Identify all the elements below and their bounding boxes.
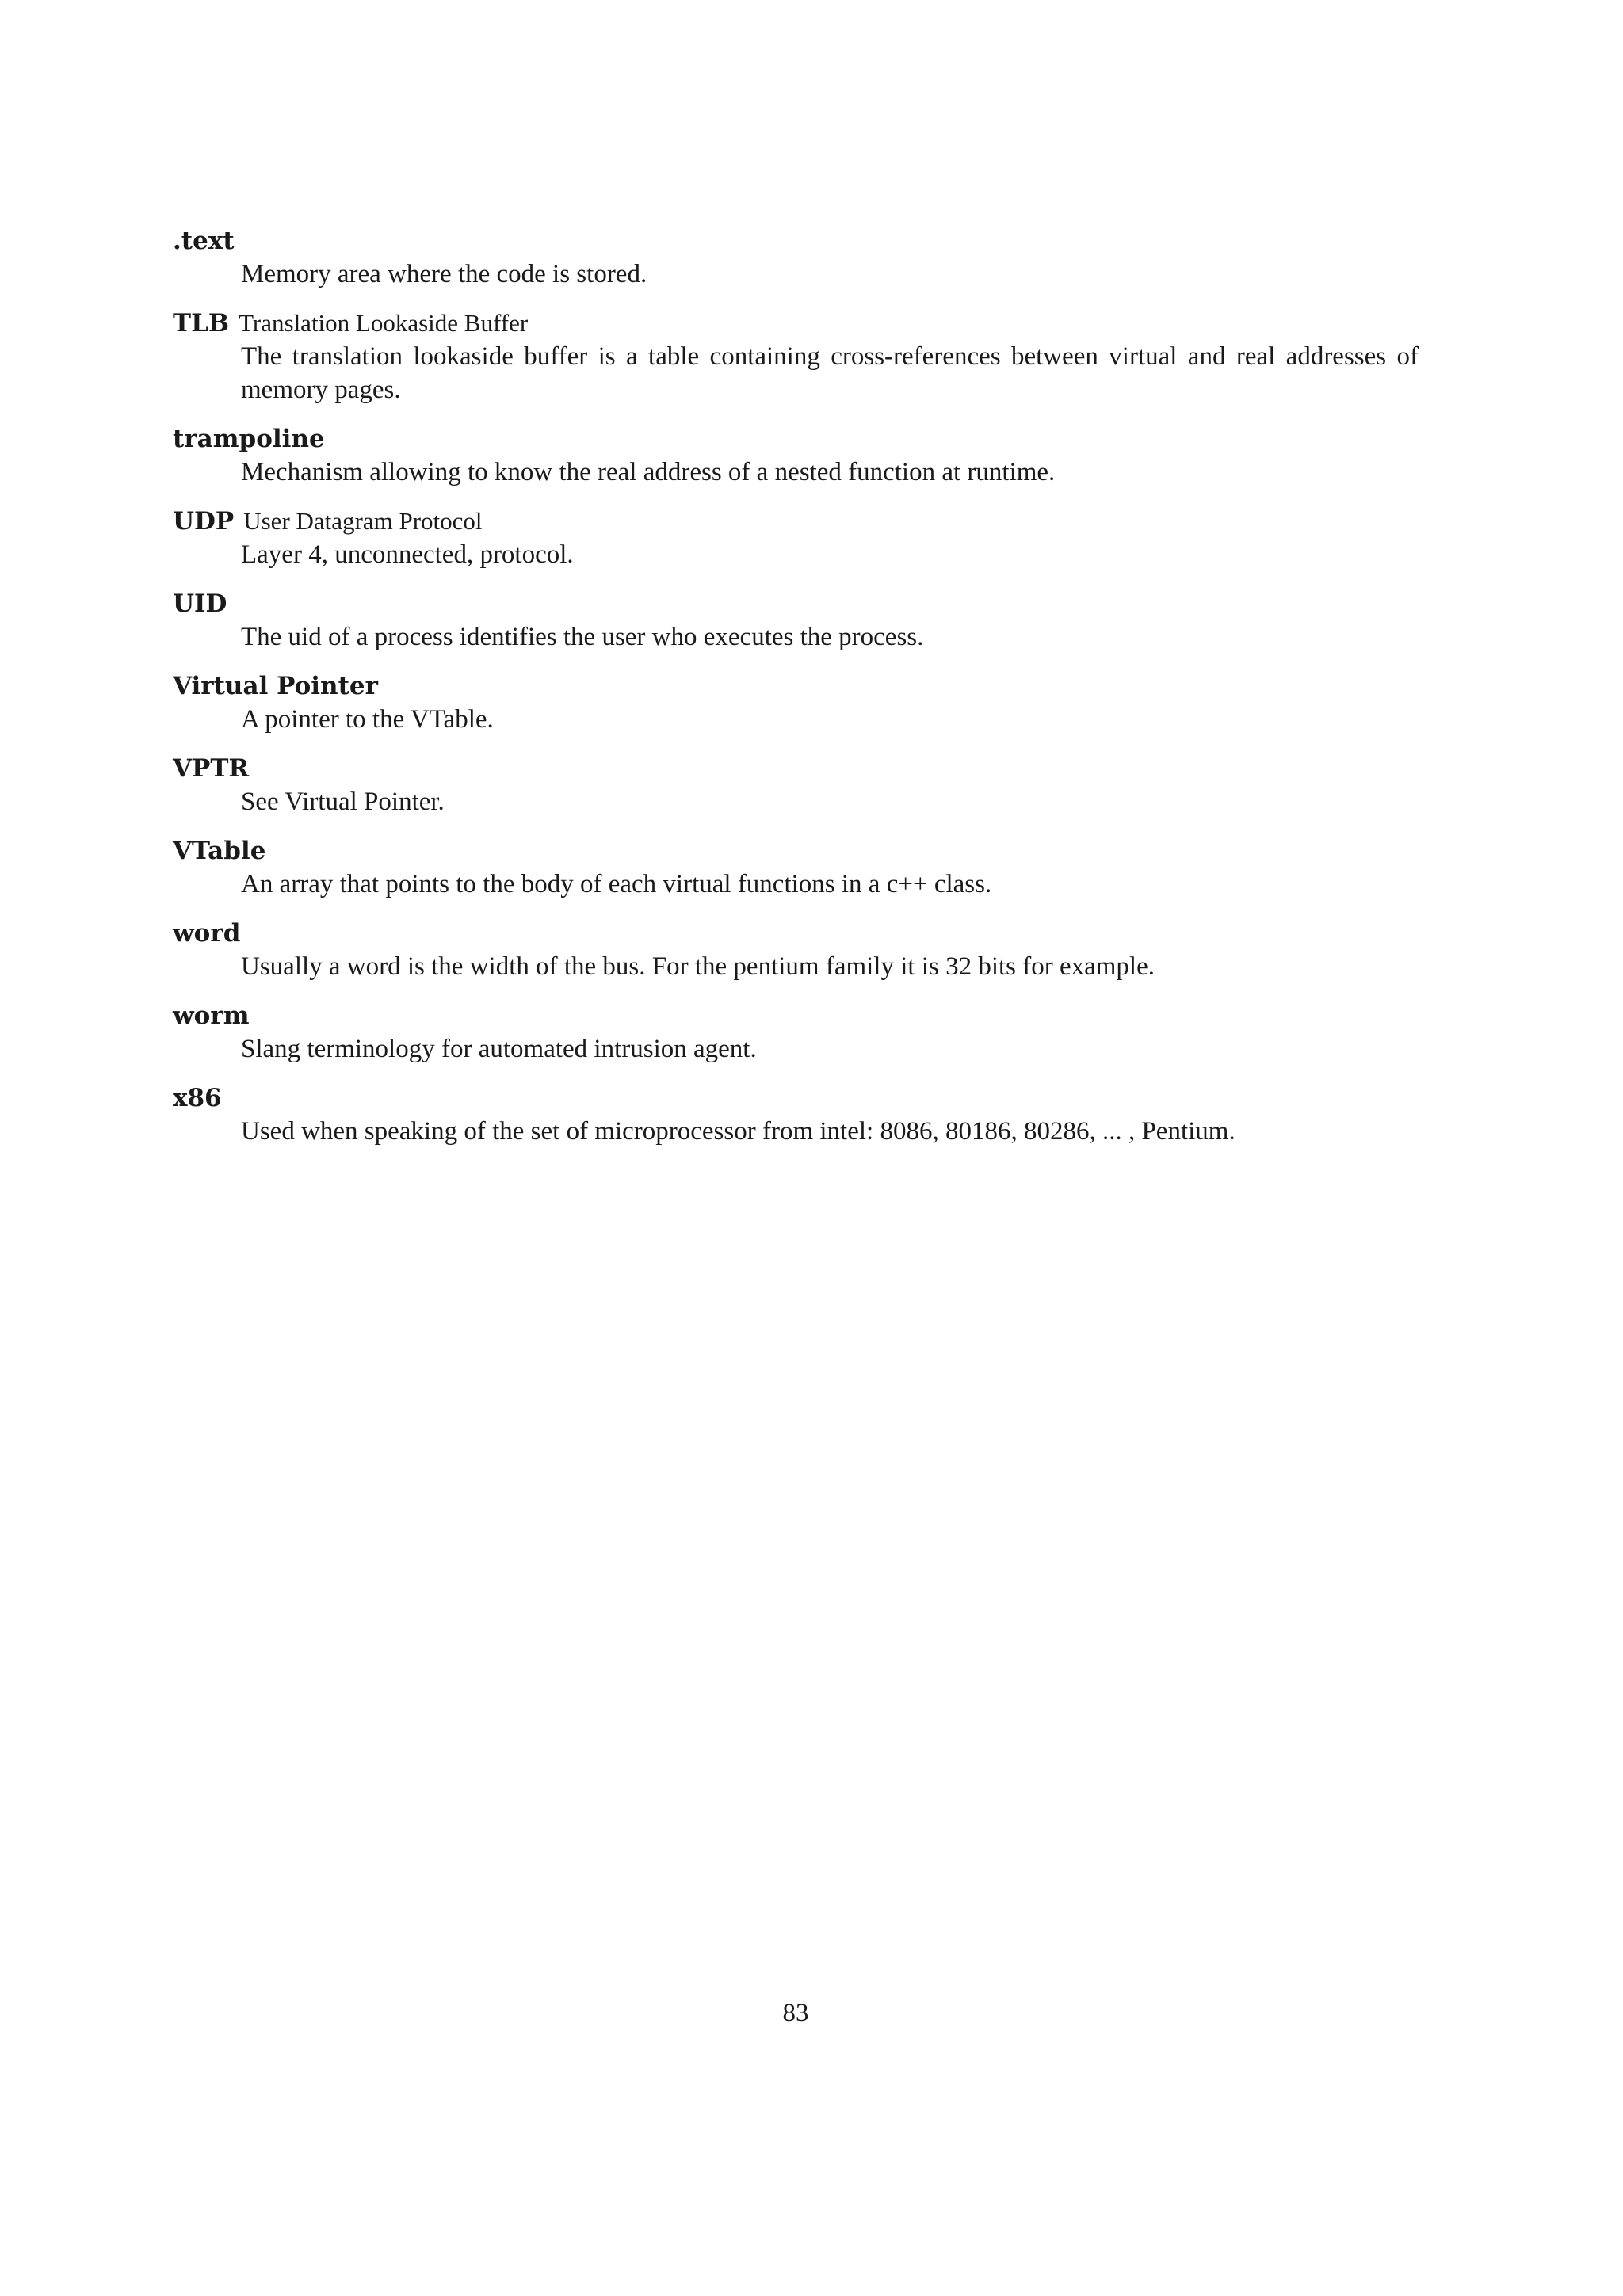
entry-head [173,505,1419,538]
entry-term: UID [173,589,227,618]
entry-term: trampoline [173,425,325,453]
entry-definition: Usually a word is the width of the bus. For the pentium family it is 32 bits for example. [241,952,1155,981]
glossary-entry-x86 [173,1081,1419,1148]
entry-term: VTable [173,837,266,865]
entry-head [173,917,1419,950]
entry-term: Virtual Pointer [173,672,378,700]
glossary-entry-worm [173,999,1419,1066]
entry-term: worm [173,1001,250,1030]
entry-term: .text [173,227,235,255]
glossary-entry-text [173,224,1419,291]
entry-head [173,587,1419,620]
entry-definition: A pointer to the VTable. [241,705,494,734]
entry-definition: The uid of a process identifies the user who executes the process. [241,623,924,651]
glossary-entry-udp [173,505,1419,571]
entry-definition: Memory area where the code is stored. [241,260,647,288]
glossary-entry-vtable [173,834,1419,901]
entry-definition: Slang terminology for automated intrusion agent. [241,1035,757,1063]
entry-head [173,1081,1419,1115]
entry-term: VPTR [173,754,250,783]
entry-definition: Layer 4, unconnected, protocol. [241,540,574,569]
entry-expansion: User Datagram Protocol [243,507,483,535]
entry-term: UDP [173,507,235,536]
glossary-entry-vptr [173,752,1419,818]
entry-head [173,752,1419,785]
entry-head [173,834,1419,868]
glossary-entry-virtual-pointer [173,669,1419,736]
entry-term: x86 [173,1084,222,1112]
entry-head [173,999,1419,1032]
entry-head [173,307,1419,340]
entry-definition: An array that points to the body of each virtual functions in a c++ class. [241,870,992,898]
entry-head [173,422,1419,456]
glossary-page [173,224,1419,1164]
entry-term: TLB [173,309,230,338]
glossary-entry-tlb [173,307,1419,406]
entry-head [173,224,1419,257]
entry-head [173,669,1419,703]
entry-definition: Mechanism allowing to know the real address of a nested function at runtime. [241,458,1056,486]
entry-definition: Used when speaking of the set of microprocessor from intel: 8086, 80186, 80286, ... , Pentium. [241,1117,1235,1146]
entry-expansion: Translation Lookaside Buffer [239,309,529,337]
entry-definition: See Virtual Pointer. [241,788,445,816]
entry-term: word [173,919,241,948]
glossary-entry-word [173,917,1419,983]
page-number: 83 [782,1999,809,2027]
glossary-entry-uid [173,587,1419,654]
entry-definition: The translation lookaside buffer is a table containing cross-references between virtual and real addresses of memory pages. [241,342,1419,404]
glossary-entry-trampoline [173,422,1419,489]
